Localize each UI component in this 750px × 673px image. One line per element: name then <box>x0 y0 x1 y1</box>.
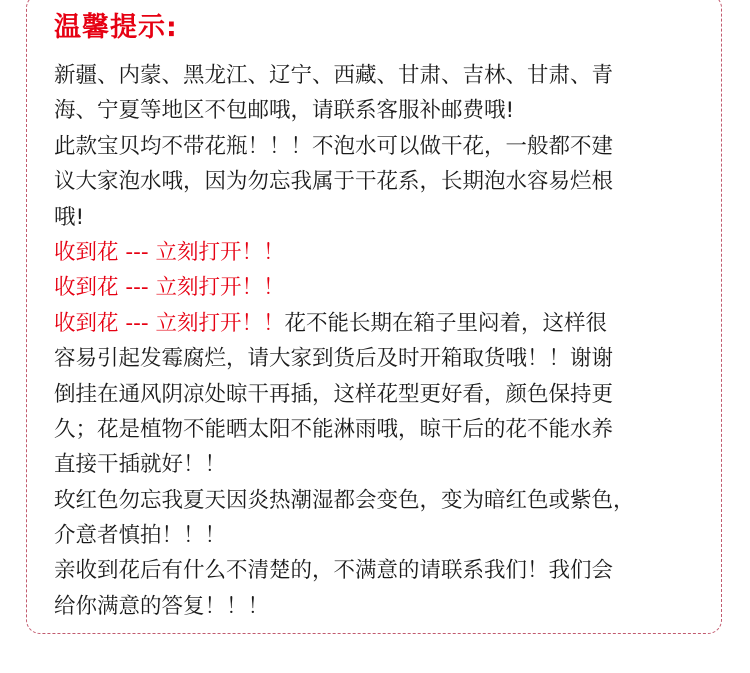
notice-text: 直接干插就好！！ <box>54 452 227 478</box>
notice-text: 此款宝贝均不带花瓶！！！不泡水可以做干花，一般都不建 <box>54 133 614 159</box>
notice-body <box>54 58 718 624</box>
notice-text: 海、宁夏等地区不包邮哦，请联系客服补邮费哦! <box>54 98 515 124</box>
notice-line <box>54 518 718 553</box>
notice-line <box>54 270 718 305</box>
open-immediately-warning: 收到花 --- 立刻打开！！ <box>54 239 285 265</box>
notice-line <box>54 412 718 447</box>
notice-text: 花不能长期在箱子里闷着，这样很 <box>284 310 607 336</box>
notice-line <box>54 129 718 164</box>
notice-line <box>54 200 718 235</box>
notice-line <box>54 377 718 412</box>
open-immediately-warning: 收到花 --- 立刻打开！！ <box>54 310 285 336</box>
notice-text: 玫红色勿忘我夏天因炎热潮湿都会变色，变为暗红色或紫色， <box>54 487 635 513</box>
notice-line <box>54 164 718 199</box>
open-immediately-warning: 收到花 --- 立刻打开！！ <box>54 275 285 301</box>
notice-line <box>54 235 718 270</box>
notice-line <box>54 58 718 93</box>
notice-line <box>54 93 718 128</box>
notice-text: 容易引起发霉腐烂，请大家到货后及时开箱取货哦！！谢谢 <box>54 346 614 372</box>
notice-text: 亲收到花后有什么不清楚的，不满意的请联系我们！我们会 <box>54 558 614 584</box>
notice-text: 议大家泡水哦，因为勿忘我属于干花系，长期泡水容易烂根 <box>54 169 614 195</box>
notice-line <box>54 483 718 518</box>
notice-text: 久；花是植物不能晒太阳不能淋雨哦，晾干后的花不能水养 <box>54 416 614 442</box>
notice-line <box>54 447 718 482</box>
notice-line <box>54 306 718 341</box>
notice-text: 给你满意的答复！！！ <box>54 593 270 619</box>
notice-line <box>54 341 718 376</box>
notice-line <box>54 553 718 588</box>
notice-title: 温馨提示: <box>54 12 178 43</box>
notice-text: 倒挂在通风阴凉处晾干再插，这样花型更好看，颜色保持更 <box>54 381 614 407</box>
notice-line <box>54 589 718 624</box>
notice-text: 新疆、内蒙、黑龙江、辽宁、西藏、甘肃、吉林、甘肃、青 <box>54 63 614 88</box>
notice-text: 哦! <box>54 204 85 230</box>
notice-text: 介意者慎拍！！！ <box>54 523 227 549</box>
